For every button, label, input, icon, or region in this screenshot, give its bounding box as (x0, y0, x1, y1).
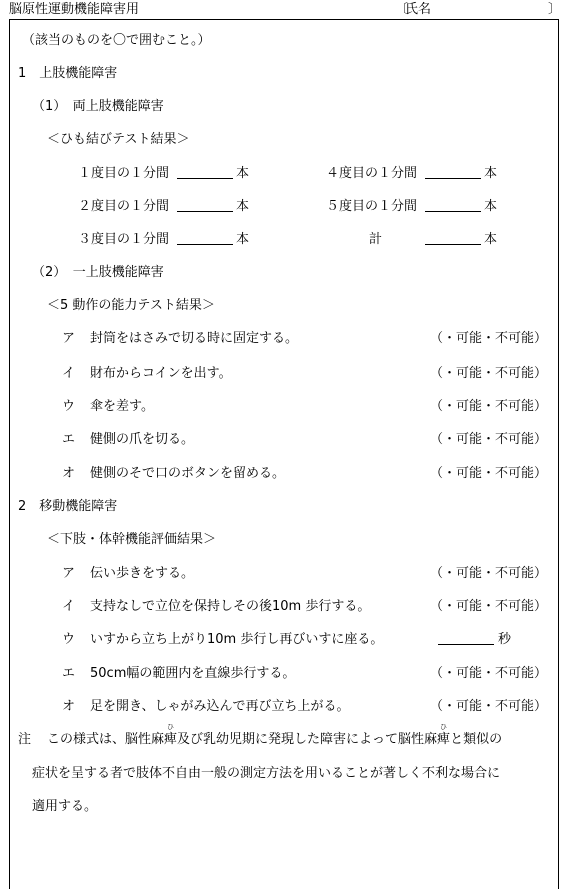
instruction-text: （該当のものを〇で囲むこと。） (22, 33, 211, 48)
form-frame (9, 19, 559, 889)
item-text: 足を開き、しゃがみ込んで再び立ち上がる。 (90, 699, 350, 714)
tying-row-unit: 本 (236, 166, 250, 181)
ruby-char (164, 723, 178, 748)
note-line-2: 症状を呈する者で肢体不自由一般の測定方法を用いることが著しく不利な場合に (32, 766, 501, 781)
tying-row-unit: 本 (236, 199, 250, 214)
note-line-1-part-c: と類似の (450, 732, 503, 747)
tying-total-label: 計 (369, 232, 383, 247)
item-mark: オ (62, 699, 76, 714)
ruby-base: 痺 (164, 732, 178, 747)
tying-count-field[interactable] (177, 199, 233, 212)
note-line-1-part-a: この様式は、脳性麻 (47, 732, 165, 747)
item-text: いすから立ち上がり10m 歩行し再びいすに座る。 (90, 632, 384, 647)
ruby-char (437, 723, 451, 748)
ability-choice[interactable]: （・可能・不可能） (430, 566, 548, 581)
note-prefix: 注 (18, 732, 32, 747)
tying-row-label: ２度目の１分間 (78, 199, 170, 214)
name-bracket-close: 〕 (548, 2, 562, 17)
section-upper-limb-heading: 1 上肢機能障害 (18, 66, 118, 81)
ability-choice[interactable]: （・可能・不可能） (430, 366, 548, 381)
item-mark: イ (62, 366, 76, 381)
item-mark: ウ (62, 399, 76, 414)
form-title: 脳原性運動機能障害用 (9, 2, 140, 17)
item-mark: ア (62, 331, 76, 346)
form-header (0, 0, 569, 19)
item-mark: ア (62, 566, 76, 581)
name-bracket-open: 〔 (395, 2, 409, 17)
note-line-3: 適用する。 (32, 799, 98, 814)
tying-count-field[interactable] (425, 166, 481, 179)
tying-row-unit: 本 (484, 166, 498, 181)
tying-count-field[interactable] (177, 166, 233, 179)
ruby-reading: ひ (440, 723, 448, 731)
item-mark: エ (62, 666, 76, 681)
ability-choice[interactable]: （・可能・不可能） (430, 432, 548, 447)
tying-total-field[interactable] (425, 232, 481, 245)
ruby-reading: ひ (167, 723, 175, 731)
tying-row-label: １度目の１分間 (78, 166, 170, 181)
tying-row-label: ４度目の１分間 (326, 166, 418, 181)
item-mark: オ (62, 466, 76, 481)
tying-total-unit: 本 (484, 232, 498, 247)
tying-row-label: ５度目の１分間 (326, 199, 418, 214)
item-text: 財布からコインを出す。 (90, 366, 232, 381)
subsection-both-upper-limbs-heading: （1） 両上肢機能障害 (32, 99, 164, 114)
tying-row-unit: 本 (236, 232, 250, 247)
section-mobility-heading: 2 移動機能障害 (18, 499, 118, 514)
note-line-1-part-b: 及び乳幼児期に発現した障害によって脳性麻 (177, 732, 438, 747)
tying-row-unit: 本 (484, 199, 498, 214)
seconds-field[interactable] (438, 632, 494, 645)
ability-choice[interactable]: （・可能・不可能） (430, 599, 548, 614)
ability-choice[interactable]: （・可能・不可能） (430, 399, 548, 414)
tying-count-field[interactable] (177, 232, 233, 245)
ability-choice[interactable]: （・可能・不可能） (430, 666, 548, 681)
seconds-unit: 秒 (498, 632, 512, 647)
lower-limb-trunk-test-title: ＜下肢・体幹機能評価結果＞ (47, 532, 217, 547)
note-line-1 (47, 723, 503, 748)
tying-row-label: ３度目の１分間 (78, 232, 170, 247)
item-text: 封筒をはさみで切る時に固定する。 (90, 331, 299, 346)
string-tying-test-title: ＜ひも結びテスト結果＞ (47, 132, 190, 147)
item-text: 支持なしで立位を保持しその後10m 歩行する。 (90, 599, 371, 614)
ability-choice[interactable]: （・可能・不可能） (430, 466, 548, 481)
five-action-test-title: ＜5 動作の能力テスト結果＞ (47, 298, 215, 313)
item-text: 傘を差す。 (90, 399, 154, 414)
item-text: 50cm幅の範囲内を直線歩行する。 (90, 666, 296, 681)
ability-choice[interactable]: （・可能・不可能） (430, 331, 548, 346)
ability-choice[interactable]: （・可能・不可能） (430, 699, 548, 714)
item-mark: エ (62, 432, 76, 447)
item-text: 健側の爪を切る。 (90, 432, 195, 447)
item-text: 健側のそで口のボタンを留める。 (90, 466, 286, 481)
name-label: 氏名 (405, 2, 432, 17)
item-mark: イ (62, 599, 76, 614)
tying-count-field[interactable] (425, 199, 481, 212)
item-mark: ウ (62, 632, 76, 647)
ruby-base: 痺 (437, 732, 451, 747)
item-text: 伝い歩きをする。 (90, 566, 195, 581)
subsection-single-upper-limb-heading: （2） 一上肢機能障害 (32, 265, 164, 280)
